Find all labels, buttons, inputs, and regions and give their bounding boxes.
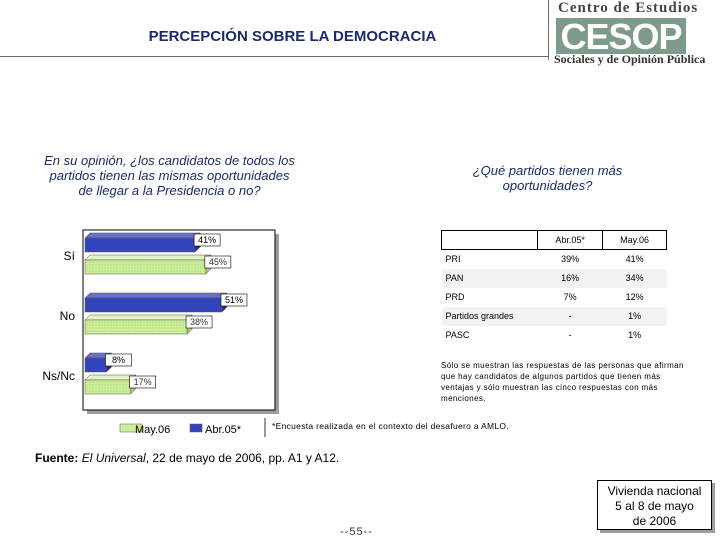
source-publication: El Universal <box>81 451 146 465</box>
data-label: 38% <box>190 317 209 327</box>
data-label: 51% <box>224 295 243 305</box>
bar-top <box>85 293 227 298</box>
data-label: 17% <box>133 377 152 387</box>
data-label: 45% <box>208 257 227 267</box>
page-title: PERCEPCIÓN SOBRE LA DEMOCRACIA <box>148 28 437 45</box>
header-rule-vertical <box>548 0 549 60</box>
bar <box>85 238 195 252</box>
logo-bottom-text: Sociales y de Opinión Pública <box>554 52 706 66</box>
table-header-may06: May.06 <box>603 231 667 250</box>
table-row <box>442 307 667 326</box>
table-row <box>442 269 667 288</box>
question-left: En su opinión, ¿los candidatos de todos los partidos tienen las mismas oportunidades de llegar a la Presidencia o no? <box>44 153 295 198</box>
table-row <box>442 288 667 307</box>
header-rule <box>0 56 548 57</box>
bar <box>85 298 222 312</box>
question-right: ¿Qué partidos tienen más oportunidades? <box>472 163 623 193</box>
data-label: 8% <box>111 355 125 365</box>
party-may06: 12% <box>625 292 644 302</box>
party-may06: 34% <box>603 269 667 288</box>
category-label: Sí <box>63 249 75 263</box>
bar-texture <box>85 380 131 394</box>
svg-text:CESOP: CESOP <box>560 18 682 54</box>
party-name: PASC <box>445 330 470 340</box>
party-may06: 41% <box>625 254 644 265</box>
party-name: PAN <box>442 269 538 288</box>
table-row <box>442 250 667 269</box>
bar-top <box>85 375 136 380</box>
party-name: PRI <box>445 254 461 265</box>
table-row <box>442 326 667 345</box>
party-abr05: - <box>568 330 572 340</box>
cesop-logo <box>552 0 720 72</box>
table-header-row <box>442 231 667 250</box>
party-may06: 1% <box>603 307 667 326</box>
footnote: *Encuesta realizada en el contexto del desafuero a AMLO. <box>272 421 509 431</box>
party-may06: 1% <box>628 330 642 340</box>
bar-top <box>85 233 200 238</box>
data-label: 41% <box>198 235 217 245</box>
bar-top <box>85 255 211 260</box>
source-details: , 22 de mayo de 2006, pp. A1 y A12. <box>145 451 340 465</box>
party-name: PRD <box>445 292 465 302</box>
source-line <box>35 451 339 465</box>
cesop-logo-icon <box>556 18 686 54</box>
page-number: --55-- <box>340 526 373 538</box>
bar-texture <box>85 260 206 274</box>
bar-chart <box>35 225 285 445</box>
party-abr05: - <box>538 307 603 326</box>
legend-swatch <box>190 424 202 432</box>
survey-stamp <box>597 480 712 530</box>
party-abr05: 7% <box>563 292 577 302</box>
source-label: Fuente: <box>35 451 79 465</box>
parties-table <box>441 230 667 345</box>
party-abr05: 39% <box>561 254 580 265</box>
stamp-line-3: de 2006 <box>632 514 677 528</box>
category-label: No <box>59 309 75 323</box>
table-header-abr05: Abr.05* <box>538 231 603 250</box>
stamp-line-1: Vivienda nacional <box>607 484 702 498</box>
logo-top-text: Centro de Estudios <box>558 0 699 16</box>
bar-top <box>85 315 192 320</box>
category-label: Ns/Nc <box>42 369 75 383</box>
legend-label: Abr.05* <box>205 424 242 436</box>
party-abr05: 16% <box>538 269 603 288</box>
bar <box>85 358 106 372</box>
legend-label: May.06 <box>135 424 171 436</box>
stamp-line-2: 5 al 8 de mayo <box>615 499 694 513</box>
table-header-blank <box>442 231 538 250</box>
table-note: Sólo se muestran las respuestas de las personas que afirman que hay candidatos de algunos partidos que tienen más ventajas y sólo muestran las cinco respuestas con más menciones. <box>441 361 684 403</box>
bar-texture <box>85 320 187 334</box>
party-name: Partidos grandes <box>442 307 538 326</box>
